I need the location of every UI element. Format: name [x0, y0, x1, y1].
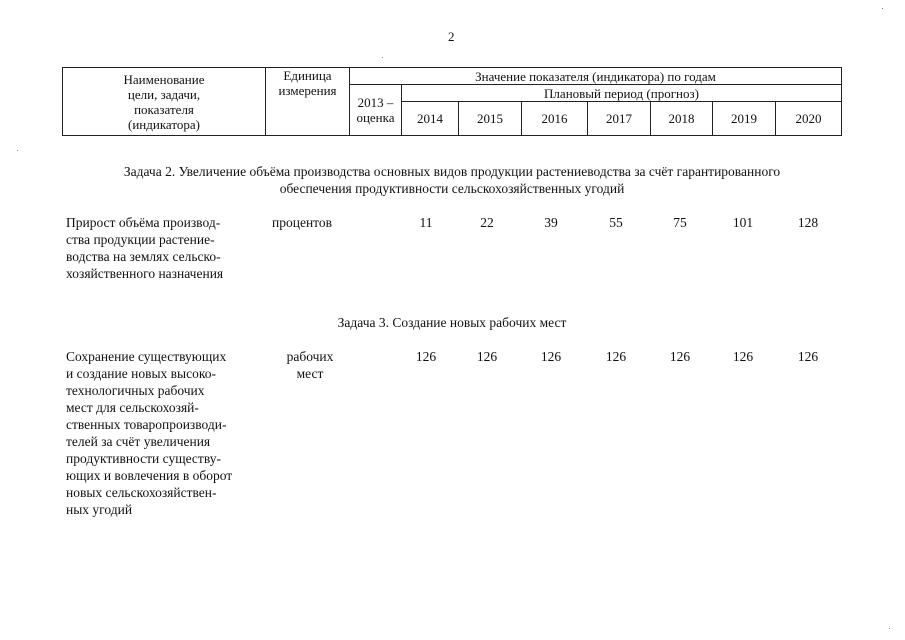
indicator-name: Прирост объёма производ- ства продукции растение- водства на землях сельско- хозяйственного назначения — [66, 215, 224, 281]
page-number: 2 — [448, 29, 455, 44]
indicator-value: 126 — [605, 349, 627, 364]
indicator-value: 126 — [415, 349, 437, 364]
indicator-value: 126 — [540, 349, 562, 364]
scan-speck — [889, 628, 890, 629]
task-heading: Задача 3. Создание новых рабочих мест — [337, 315, 567, 330]
header-estimate-cell: 2013 – оценка — [350, 85, 402, 136]
indicator-value: 11 — [419, 215, 433, 230]
indicator-value: 22 — [480, 215, 494, 230]
indicator-value: 55 — [609, 215, 623, 230]
scan-speck — [17, 150, 18, 151]
header-year: 2014 — [402, 102, 459, 136]
indicator-name: Сохранение существующих и создание новых высоко- технологичных рабочих мест для сельскохозяй- ственных товаропроизводи- телей за счёт увеличения продуктивности существу- ющих и вовлечения в оборот новых сельскохозяйствен- ных угодий — [66, 349, 233, 517]
indicator-unit: процентов — [272, 215, 333, 230]
header-year: 2018 — [651, 102, 713, 136]
indicator-table-header — [62, 67, 842, 136]
indicator-value: 126 — [669, 349, 691, 364]
header-name-cell: Наименование цели, задачи, показателя (индикатора) — [63, 68, 266, 136]
task-heading: Задача 2. Увеличение объёма производства основных видов продукции растениеводства за счёт гарантированного обеспечения продуктивности сельскохозяйственных угодий — [123, 164, 781, 196]
header-year: 2015 — [459, 102, 522, 136]
header-year: 2017 — [588, 102, 651, 136]
header-values-title: Значение показателя (индикатора) по годам — [350, 68, 842, 85]
indicator-value: 126 — [732, 349, 754, 364]
header-year: 2019 — [713, 102, 776, 136]
scan-speck — [382, 57, 383, 58]
header-unit-cell: Единица измерения — [266, 68, 350, 136]
scan-speck — [882, 8, 883, 9]
indicator-value: 39 — [544, 215, 558, 230]
indicator-unit: рабочих мест — [286, 349, 334, 381]
header-year: 2020 — [776, 102, 842, 136]
header-planned-title: Плановый период (прогноз) — [402, 85, 842, 102]
indicator-value: 128 — [797, 215, 819, 230]
indicator-value: 126 — [476, 349, 498, 364]
header-year: 2016 — [522, 102, 588, 136]
indicator-value: 126 — [797, 349, 819, 364]
indicator-value: 101 — [732, 215, 754, 230]
indicator-value: 75 — [673, 215, 687, 230]
